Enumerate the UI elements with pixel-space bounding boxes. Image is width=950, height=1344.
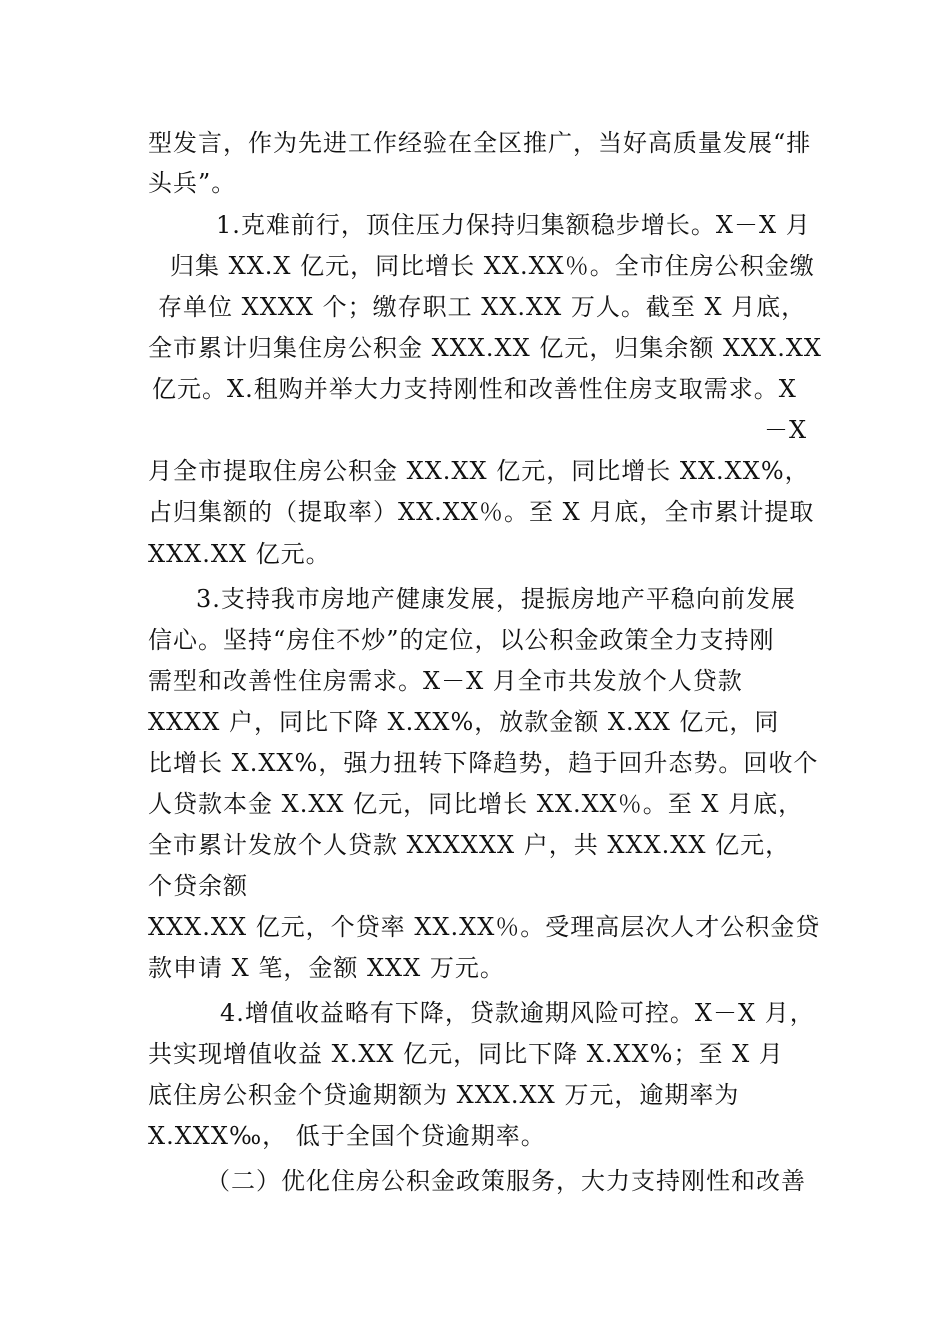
body-text-line: 存单位 XXXX 个；缴存职工 XX.XX 万人。截至 X 月底，	[158, 293, 807, 321]
body-text-line: XXX.XX 亿元。	[148, 540, 331, 568]
body-text-line: 个贷余额	[148, 872, 248, 900]
body-text-line: 占归集额的（提取率）XX.XX％。至 X 月底，全市累计提取	[148, 498, 815, 526]
body-text-line: 月全市提取住房公积金 XX.XX 亿元，同比增长 XX.XX%，	[148, 457, 810, 485]
body-text-line: 型发言，作为先进工作经验在全区推广，当好高质量发展“排	[148, 129, 812, 157]
body-text-line: 头兵”。	[148, 169, 237, 197]
body-text-line: 款申请 X 笔，金额 XXX 万元。	[148, 954, 505, 982]
body-text-line: 全市累计归集住房公积金 XXX.XX 亿元，归集余额 XXX.XX	[148, 334, 823, 362]
body-text-line: 比增长 X.XX%，强力扭转下降趋势，趋于回升态势。回收个	[148, 749, 819, 777]
body-text-line: 归集 XX.X 亿元，同比增长 XX.XX％。全市住房公积金缴	[170, 252, 815, 280]
body-text-line: 共实现增值收益 X.XX 亿元，同比下降 X.XX%；至 X 月	[148, 1040, 784, 1068]
body-text-line: 人贷款本金 X.XX 亿元，同比增长 XX.XX％。至 X 月底，	[148, 790, 804, 818]
section-heading-line: 1.克难前行，顶住压力保持归集额稳步增长。X－X 月	[216, 211, 811, 239]
body-text-line: XXXX 户，同比下降 X.XX%，放款金额 X.XX 亿元，同	[148, 708, 780, 736]
body-text-line: －X	[764, 416, 808, 444]
body-text-line: XXX.XX 亿元，个贷率 XX.XX％。受理高层次人才公积金贷	[148, 913, 821, 941]
body-text-line: 需型和改善性住房需求。X－X 月全市共发放个人贷款	[148, 667, 743, 695]
section-heading-line: 4.增值收益略有下降，贷款逾期风险可控。X－X 月，	[220, 999, 815, 1027]
body-text-line: X.XXX‰， 低于全国个贷逾期率。	[148, 1122, 546, 1150]
body-text-line: 亿元。X.租购并举大力支持刚性和改善性住房支取需求。X	[152, 375, 797, 403]
body-text-line: 全市累计发放个人贷款 XXXXXX 户，共 XXX.XX 亿元，	[148, 831, 791, 859]
section-heading-line: （二）优化住房公积金政策服务，大力支持刚性和改善	[206, 1167, 806, 1195]
body-text-line: 信心。坚持“房住不炒”的定位，以公积金政策全力支持刚	[148, 626, 775, 654]
body-text-line: 底住房公积金个贷逾期额为 XXX.XX 万元，逾期率为	[148, 1081, 740, 1109]
section-heading-line: 3.支持我市房地产健康发展，提振房地产平稳向前发展	[196, 585, 796, 613]
